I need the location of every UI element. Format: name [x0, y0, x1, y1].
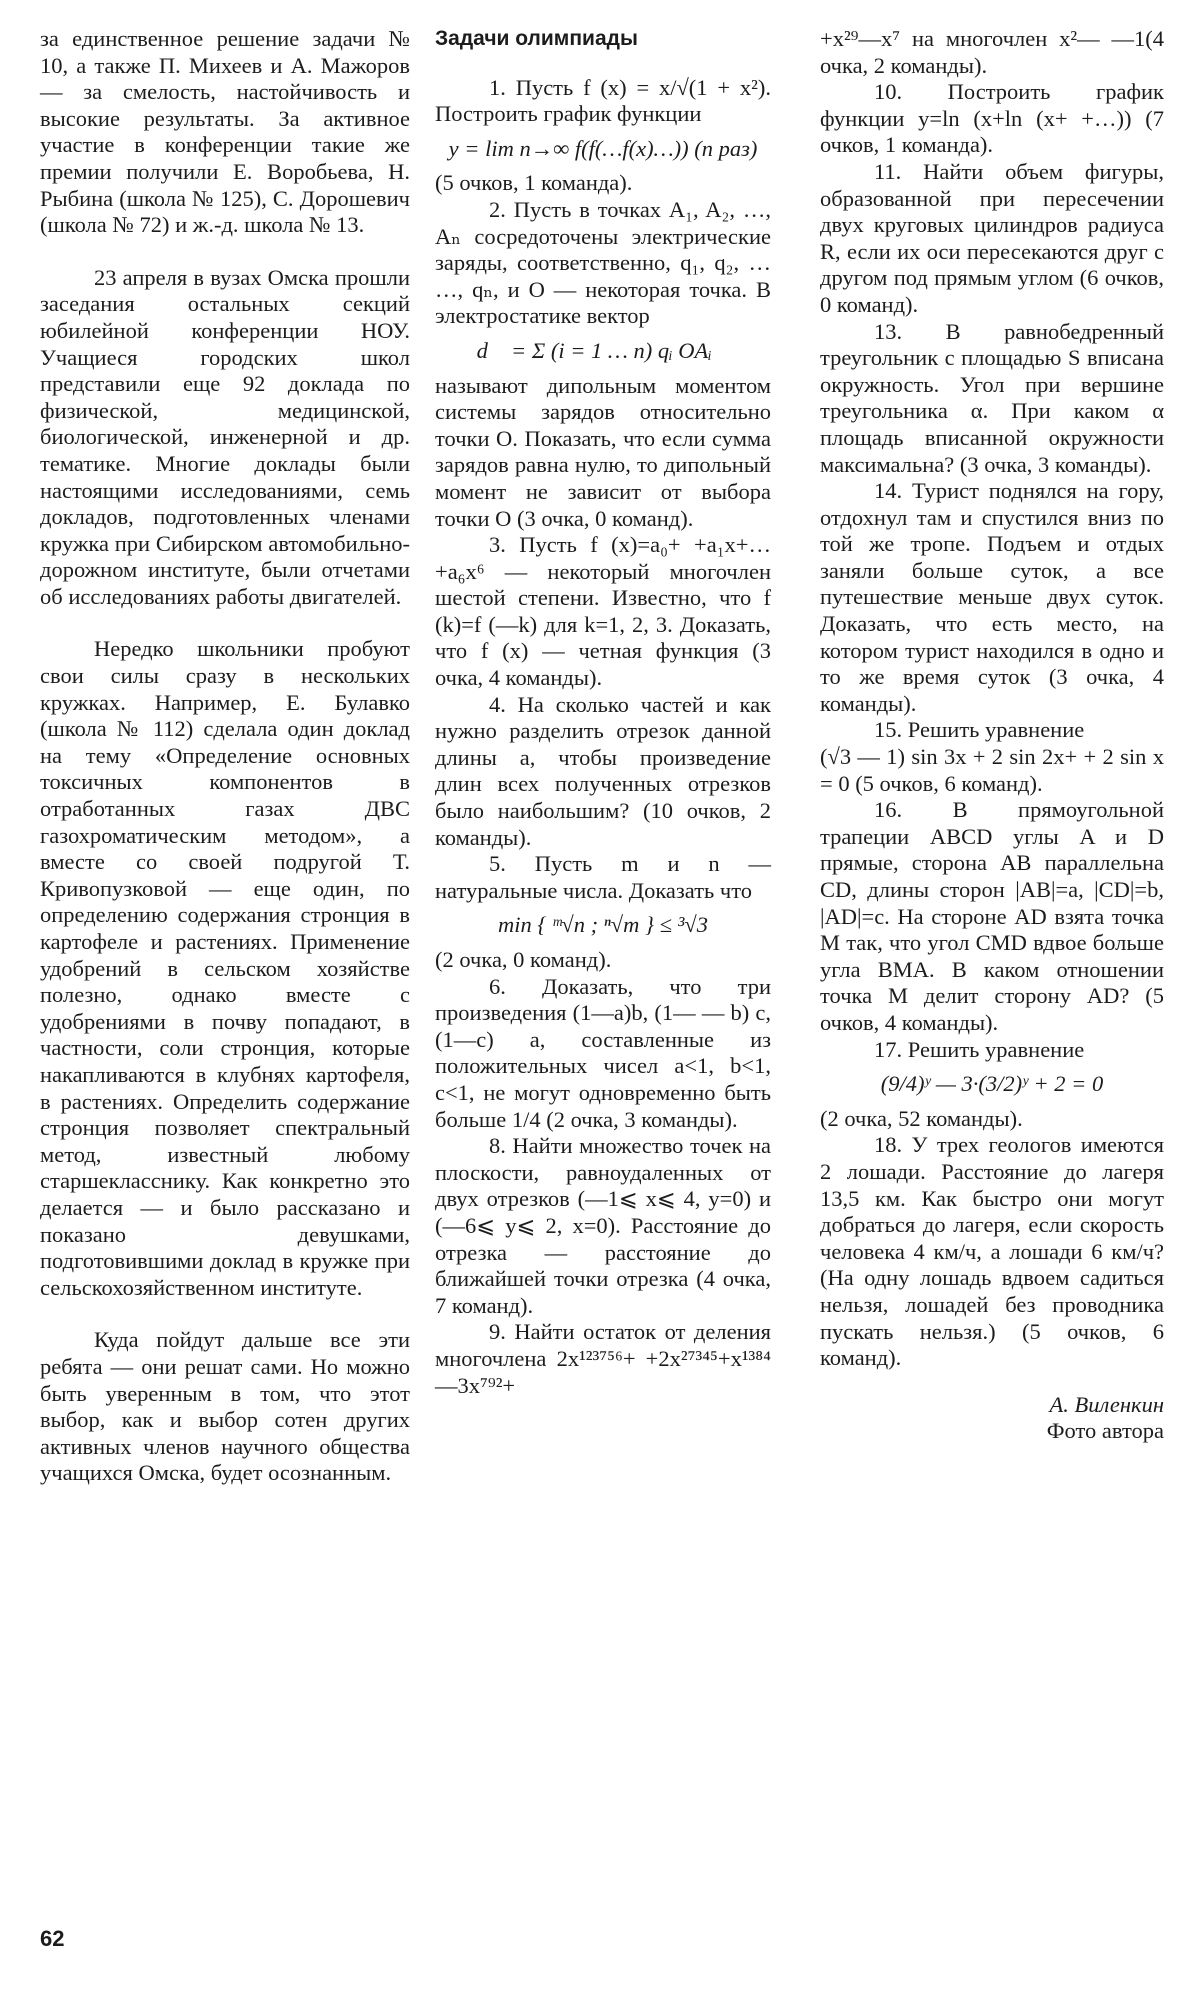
problem-17-score: (2 очка, 52 команды). — [820, 1105, 1023, 1131]
problem-5-score: (2 очка, 0 команд). — [435, 947, 612, 972]
problem-2-cont: называют дипольным моментом системы зарядов относительно точки O. Показать, что если сумма зарядов равна нулю, то дипольный момент не зависит от выбора точки O (3 очка, 0 команд). — [435, 372, 771, 531]
paragraph: Нередко школьники пробуют свои силы сразу в нескольких кружках. Например, Е. Булавко (школа № 112) сделала один доклад на тему «Определение основных токсичных компонентов в отработанных газах ДВС газохроматическим методом», а вместе со своей подругой Т. Кривопузковой — еще один, по определению содержания стронция в картофеле и растениях. Применение удобрений в сельском хозяйстве полезно, однако вместе с удобрениями в почву попадают, в частности, соли стронция, которые накапливаются в клубнях картофеля, в растениях. Определить содержание стронция позволяет спектральный метод, известный любому старшекласснику. Как конкретно это делается — и было рассказано и показано девушками, подготовившими доклад в кружке при сельскохозяйственном институте. — [40, 636, 410, 1300]
section-heading: Задачи олимпиады — [435, 27, 638, 50]
column-middle — [435, 26, 771, 1399]
column-right — [820, 26, 1164, 1445]
column-left — [40, 26, 410, 1487]
problem-14: 14. Турист поднялся на гору, отдохнул там и спустился вниз по той же тропе. Подъем и отдых заняли больше суток, а все путешествие меньше двух суток. Доказать, что есть место, на котором турист находился в одно и то же время суток (3 очка, 4 команды). — [820, 478, 1164, 716]
formula-limit: y = lim n→∞ f(f(…f(x)…)) (n раз) — [448, 135, 758, 161]
problem-9-cont: +x²⁹—x⁷ на многочлен x²— —1(4 очка, 2 команды). — [820, 26, 1164, 78]
problem-18: 18. У трех геологов имеются 2 лошади. Расстояние до лагеря 13,5 км. Как быстро они могут добраться до лагеря, если скорость человека 4 км/ч, а лошади 6 км/ч? (На одну лошадь вдвоем садиться нельзя, лошадей без проводника пускать нельзя.) (5 очков, 6 команд). — [820, 1132, 1164, 1371]
formula-dipole: d⃗ = Σ (i = 1 … n) qᵢ OAᵢ⃗ — [476, 337, 730, 363]
problem-8: 8. Найти множество точек на плоскости, равноудаленных от двух отрезков (—1⩽ x⩽ 4, y=0) и (—6⩽ y⩽ 2, x=0). Расстояние до отрезка — расстояние до ближайшей точки отрезка (4 очка, 7 команд). — [435, 1133, 771, 1318]
problem-1: 1. Пусть f (x) = x/√(1 + x²). Построить график функции — [435, 74, 771, 127]
problem-5: 5. Пусть m и n — натуральные числа. Доказать что — [435, 851, 771, 903]
problem-2: 2. Пусть в точках A₁, A₂, …, Aₙ сосредоточены электрические заряды, соответственно, q₁, q₂, … …, qₙ, и O — некоторая точка. В электростатике вектор — [435, 196, 771, 329]
problem-3: 3. Пусть f (x)=a₀+ +a₁x+…+a₆x⁶ — некоторый многочлен шестой степени. Известно, что f (k)=f (—k) для k=1, 2, 3. Доказать, что f (x) — четная функция (3 очка, 4 команды). — [435, 532, 771, 691]
page-number: 62 — [40, 1926, 65, 1951]
problem-11: 11. Найти объем фигуры, образованной при пересечении двух круговых цилиндров радиуса R, если их оси пересекаются друг с другом под прямым углом (6 очков, 0 команд). — [820, 158, 1164, 317]
problem-15-equation: (√3 — 1) sin 3x + 2 sin 2x+ + 2 sin x = 0 (5 очков, 6 команд). — [820, 744, 1164, 796]
formula-min-root: min { ᵐ√n ; ⁿ√m } ≤ ³√3 — [498, 912, 708, 938]
problem-4: 4. На сколько частей и как нужно разделить отрезок данной длины a, чтобы произведение длин всех полученных отрезков было наибольшим? (10 очков, 2 команды). — [435, 691, 771, 850]
problem-13: 13. В равнобедренный треугольник с площадью S вписана окружность. Угол при вершине треугольника α. При каком α площадь вписанной окружности максимальна? (3 очка, 3 команды). — [820, 318, 1164, 477]
problem-9: 9. Найти остаток от деления многочлена 2x¹²³⁷⁵⁶+ +2x²⁷³⁴⁵+x¹³⁸⁴—3x⁷⁹²+ — [435, 1319, 771, 1398]
problem-16: 16. В прямоугольной трапеции ABCD углы A и D прямые, сторона AB параллельна CD, длины сторон |AB|=a, |CD|=b, |AD|=c. На стороне AD взята точка M так, что угол CMD вдвое больше угла BMA. В каком отношении точка M делит сторону AD? (5 очков, 4 команды). — [820, 797, 1164, 1035]
problem-15: 15. Решить уравнение — [874, 717, 1085, 743]
author-signature: А. Виленкин — [1049, 1391, 1164, 1417]
formula-exponential: (9/4)ʸ — 3·(3/2)ʸ + 2 = 0 — [880, 1071, 1104, 1097]
photo-credit: Фото автора — [1046, 1418, 1164, 1444]
problem-6: 6. Доказать, что три произведения (1—a)b, (1— — b) c, (1—c) a, составленные из положительных чисел a<1, b<1, c<1, не могут одновременно быть больше 1/4 (2 очка, 3 команды). — [435, 973, 771, 1132]
paragraph: Куда пойдут дальше все эти ребята — они решат сами. Но можно быть уверенным в том, что этот выбор, как и выбор сотен других активных членов научного общества учащихся Омска, будет осознанным. — [40, 1327, 410, 1486]
problem-17: 17. Решить уравнение — [874, 1036, 1085, 1062]
paragraph: 23 апреля в вузах Омска прошли заседания остальных секций юбилейной конференции НОУ. Учащиеся городских школ представили еще 92 доклада по физической, медицинской, биологической, инженерной и др. тематике. Многие доклады были настоящими исследованиями, семь докладов, подготовленных членами кружка при Сибирском автомобильно-дорожном институте, были отчетами об исследованиях работы двигателей. — [40, 264, 410, 609]
paragraph: за единственное решение задачи № 10, а также П. Михеев и А. Мажоров — за смелость, настойчивость и высокие результаты. За активное участие в конференции такие же премии получили Е. Воробьева, Н. Рыбина (школа № 125), С. Дорошевич (школа № 72) и ж.-д. школа № 13. — [40, 26, 410, 238]
problem-10: 10. Построить график функции y=ln (x+ln (x+ +…)) (7 очков, 1 команда). — [820, 79, 1164, 158]
problem-1-score: (5 очков, 1 команда). — [435, 170, 633, 196]
